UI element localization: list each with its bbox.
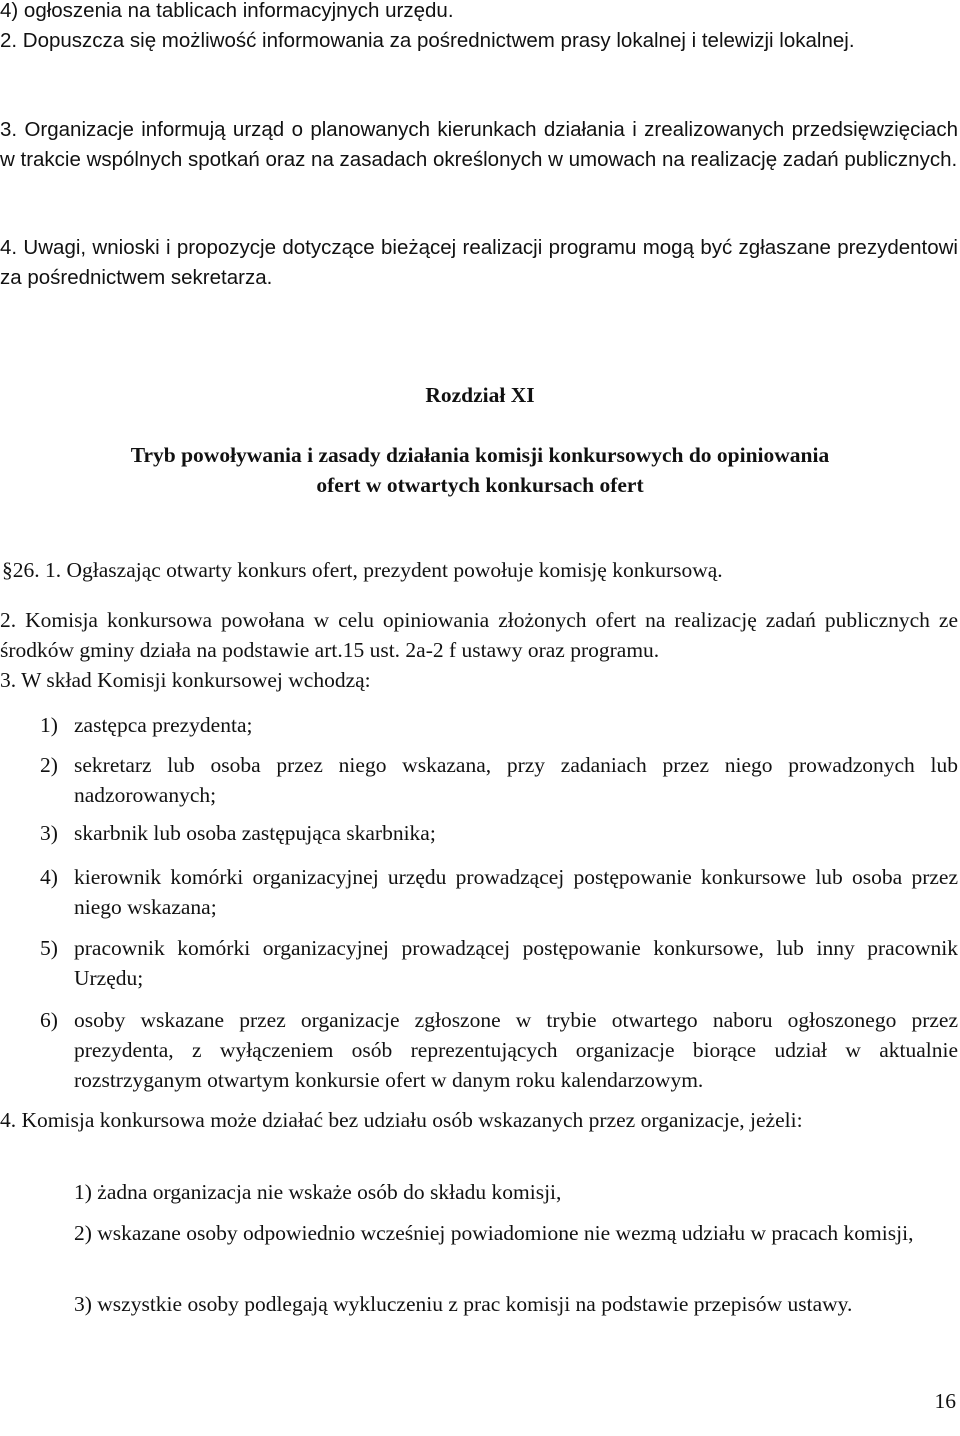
condition-list-item: 2) wskazane osoby odpowiednio wcześniej powiadomione nie wezmą udziału w pracach komisji, (74, 1221, 914, 1245)
member-list-text: kierownik komórki organizacyjnej urzędu prowadzącej postępowanie konkursowe lub osoba przez niego wskazana; (74, 865, 958, 919)
chapter-subtitle-line-1: Tryb powoływania i zasady działania komisji konkursowych do opiniowania (130, 443, 830, 467)
member-list-text: zastępca prezydenta; (74, 713, 253, 737)
paragraph-2-media: 2. Dopuszcza się możliwość informowania za pośrednictwem prasy lokalnej i telewizji lokalnej. (0, 29, 855, 52)
section-26-paragraph-1: §26. 1. Ogłaszając otwarty konkurs ofert, prezydent powołuje komisję konkursową. (2, 558, 723, 582)
chapter-subtitle-line-2: ofert w otwartych konkursach ofert (316, 473, 644, 497)
member-list-number: 3) (40, 821, 58, 845)
paragraph-3-organizations: 3. Organizacje informują urząd o planowanych kierunkach działania i zrealizowanych przedsięwzięciach w trakcie wspólnych spotkań oraz na zasadach określonych w umowach na realizację zadań publicznych. (0, 118, 958, 171)
condition-list-item: 3) wszystkie osoby podlegają wykluczeniu z prac komisji na podstawie przepisów ustawy. (74, 1292, 853, 1316)
chapter-title: Rozdział XI (425, 383, 535, 407)
list-item-4-notices: 4) ogłoszenia na tablicach informacyjnych urzędu. (0, 0, 454, 22)
member-list-text: pracownik komórki organizacyjnej prowadzącej postępowanie konkursowe, lub inny pracownik Urzędu; (74, 936, 958, 990)
member-list-number: 1) (40, 713, 58, 737)
section-26-paragraph-3: 3. W skład Komisji konkursowej wchodzą: (0, 668, 371, 692)
section-26-paragraph-2: 2. Komisja konkursowa powołana w celu opiniowania złożonych ofert na realizację zadań publicznych ze środków gminy działa na podstawie art.15 ust. 2a-2 f ustawy oraz programu. (0, 608, 958, 662)
condition-list-item: 1) żadna organizacja nie wskaże osób do składu komisji, (74, 1180, 562, 1204)
member-list-number: 2) (40, 753, 58, 777)
member-list-number: 5) (40, 936, 58, 960)
member-list-number: 4) (40, 865, 58, 889)
member-list-text: skarbnik lub osoba zastępująca skarbnika; (74, 821, 436, 845)
page-number: 16 (934, 1389, 956, 1413)
member-list-text: osoby wskazane przez organizacje zgłoszone w trybie otwartego naboru ogłoszonego przez prezydenta, z wyłączeniem osób reprezentujących organizacje biorące udział w aktualnie rozstrzyganym otwartym konkursie ofert w danym roku kalendarzowym. (74, 1008, 958, 1092)
paragraph-4-remarks: 4. Uwagi, wnioski i propozycje dotyczące bieżącej realizacji programu mogą być zgłaszane prezydentowi za pośrednictwem sekretarza. (0, 236, 958, 289)
member-list-number: 6) (40, 1008, 58, 1032)
member-list-text: sekretarz lub osoba przez niego wskazana, przy zadaniach przez niego prowadzonych lub nadzorowanych; (74, 753, 958, 807)
section-26-paragraph-4: 4. Komisja konkursowa może działać bez udziału osób wskazanych przez organizacje, jeżeli: (0, 1108, 803, 1132)
